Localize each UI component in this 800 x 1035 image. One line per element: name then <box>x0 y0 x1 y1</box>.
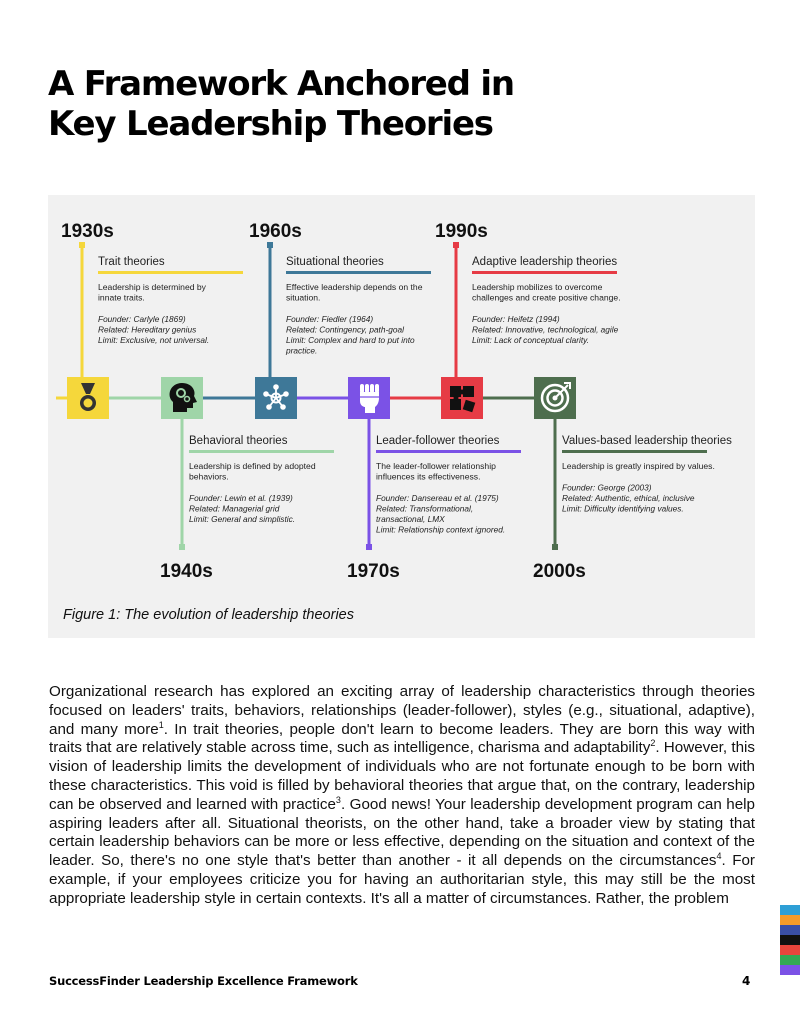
footer-page-number: 4 <box>742 974 751 988</box>
theory-description: challenges and create positive change. <box>472 292 621 303</box>
timeline-item-1930s <box>61 221 243 419</box>
footnote-ref-4[interactable]: 4 <box>716 851 722 862</box>
stripe <box>780 955 800 965</box>
theory-detail: Founder: George (2003) <box>562 482 652 493</box>
theory-description: Leadership is greatly inspired by values. <box>562 461 715 471</box>
timeline-stem-cap <box>79 242 85 248</box>
decade-label: 1960s <box>249 221 302 242</box>
theory-underline <box>472 271 617 274</box>
theory-description: Leadership is defined by adopted <box>189 461 316 471</box>
theory-detail: Related: Innovative, technological, agile <box>472 324 619 335</box>
timeline-stem-cap <box>267 242 273 248</box>
stripe <box>780 905 800 915</box>
timeline-item-1960s <box>249 221 431 419</box>
timeline-item-2000s <box>533 377 732 582</box>
theory-detail: Founder: Carlyle (1869) <box>98 314 186 324</box>
theory-detail: Limit: Difficulty identifying values. <box>562 503 684 514</box>
timeline-diagram <box>48 195 755 638</box>
theory-description: Leadership is determined by <box>98 282 206 292</box>
timeline-stem-cap <box>552 544 558 550</box>
page-title-line-1: A Framework Anchored in <box>48 64 514 104</box>
theory-detail: Founder: Fiedler (1964) <box>286 314 374 324</box>
theory-detail: practice. <box>286 345 318 356</box>
theory-detail: Limit: Relationship context ignored. <box>376 524 506 535</box>
theory-detail: Limit: Lack of conceptual clarity. <box>472 335 589 345</box>
timeline-item-1970s <box>347 377 521 582</box>
leadership-timeline-figure <box>48 195 755 638</box>
theory-description: Effective leadership depends on the <box>286 282 423 292</box>
theory-detail: Founder: Lewin et al. (1939) <box>189 493 293 503</box>
page-title <box>48 64 514 144</box>
body-text-part-4: . Good news! Your leadership development program can help aspiring leaders after all. Situational theorists, on the other hand, take a broader view by stating that certain leadership behaviors can be more or less effective, depending on the situation and context of the leader. So, there's no one style that's better than another - it all depends on the circumstances <box>49 795 756 870</box>
footnote-ref-2[interactable]: 2 <box>650 738 656 749</box>
body-text-part-1: Organizational research has explored an exciting array of leadership characteristics through theories focused on leaders' traits, behaviors, relationships (leader-follower), styles (e.g., situational, adaptive), and many more <box>49 683 755 738</box>
figure-caption: Figure 1: The evolution of leadership theories <box>63 607 354 623</box>
theory-description: The leader-follower relationship <box>376 461 496 471</box>
theory-detail: Related: Transformational, <box>376 503 474 514</box>
body-text-part-5: . For example, if your employees criticize you for having an authoritarian style, this may still be the most appropriate leadership style in certain contexts. It's all a matter of circumstances. Rather, the problem <box>49 852 755 907</box>
footnote-ref-3[interactable]: 3 <box>335 794 341 805</box>
theory-detail: Related: Authentic, ethical, inclusive <box>562 493 695 503</box>
stripe <box>780 925 800 935</box>
theory-detail: Related: Hereditary genius <box>98 324 197 335</box>
body-text-part-2: . In trait theories, people don't learn to become leaders. They are born this way with traits that are relatively stable across time, such as intelligence, charisma and adaptability <box>49 720 755 757</box>
theory-underline <box>189 450 334 453</box>
decade-label: 1940s <box>160 561 213 582</box>
theory-underline <box>562 450 707 453</box>
theory-underline <box>286 271 431 274</box>
theory-description: influences its effectiveness. <box>376 471 481 482</box>
timeline-stem-cap <box>179 544 185 550</box>
theory-detail: Founder: Heifetz (1994) <box>472 314 560 324</box>
icon-box <box>441 377 483 419</box>
body-text-part-3: . However, this vision of leadership limits the development of individuals who are not fortunate enough to be born with these characteristics. This void is filled by behavioral theories that argue that, on the contrary, leadership can be observed and learned with practice <box>49 739 755 813</box>
timeline-stem-cap <box>453 242 459 248</box>
theory-detail: Related: Managerial grid <box>189 503 280 514</box>
theory-title: Adaptive leadership theories <box>472 256 618 268</box>
theory-detail: Founder: Dansereau et al. (1975) <box>376 493 499 503</box>
theory-title: Leader-follower theories <box>376 435 500 447</box>
timeline-item-1940s <box>160 377 334 582</box>
decorative-color-stripes <box>780 905 800 975</box>
decade-label: 1970s <box>347 561 400 582</box>
stripe <box>780 935 800 945</box>
page-title-line-2: Key Leadership Theories <box>48 104 493 144</box>
theory-detail: Limit: Exclusive, not universal. <box>98 335 210 345</box>
theory-detail: transactional, LMX <box>376 514 445 524</box>
decade-label: 2000s <box>533 561 586 582</box>
theory-title: Behavioral theories <box>189 435 288 447</box>
theory-description: situation. <box>286 292 321 303</box>
footer-document-title: SuccessFinder Leadership Excellence Framework <box>49 974 358 988</box>
decade-label: 1990s <box>435 221 488 242</box>
body-paragraph <box>49 683 755 909</box>
theory-title: Trait theories <box>98 256 165 268</box>
theory-title: Situational theories <box>286 256 384 268</box>
theory-underline <box>376 450 521 453</box>
theory-detail: Limit: General and simplistic. <box>189 514 296 524</box>
footnote-ref-1[interactable]: 1 <box>158 719 164 730</box>
decade-label: 1930s <box>61 221 114 242</box>
theory-detail: Limit: Complex and hard to put into <box>286 335 415 345</box>
stripe <box>780 965 800 975</box>
timeline-stem-cap <box>366 544 372 550</box>
theory-title: Values-based leadership theories <box>562 435 732 447</box>
stripe <box>780 945 800 955</box>
theory-description: Leadership mobilizes to overcome <box>472 282 603 292</box>
theory-detail: Related: Contingency, path-goal <box>286 324 404 335</box>
timeline-item-1990s <box>435 221 621 419</box>
theory-description: innate traits. <box>98 292 145 303</box>
theory-description: behaviors. <box>189 471 229 482</box>
theory-underline <box>98 271 243 274</box>
stripe <box>780 915 800 925</box>
